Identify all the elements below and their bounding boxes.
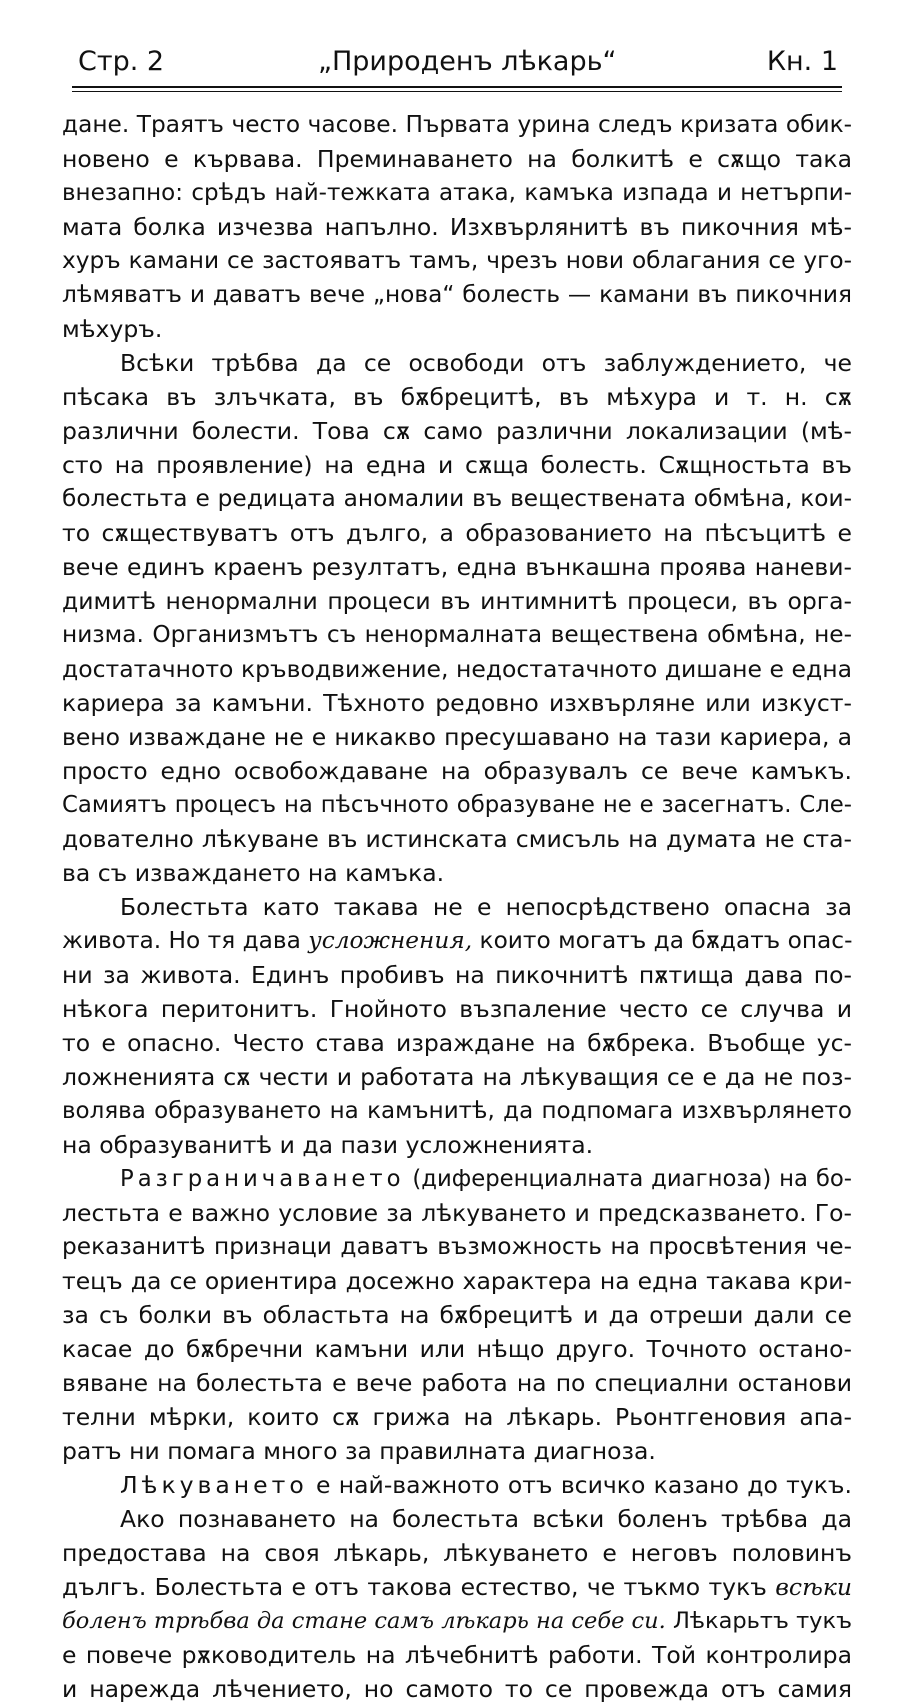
line-text: болестьта е редицата аномалии въ веществената обмѣна, кои- (62, 485, 852, 512)
line-text: кариера за камъни. Тѣхното редовно изхвърляне или изкуст- (62, 689, 852, 717)
text-line (62, 1604, 852, 1638)
line-text: за съ болки въ областьта на бѫбрецитѣ и да отреши дали се (62, 1301, 852, 1329)
text-line (62, 380, 852, 414)
line-text: различни болести. Това сѫ само различни локализации (мѣ- (62, 417, 852, 445)
line-text: новено е кървава. Преминаването на болкитѣ е сѫщо така (62, 145, 852, 173)
text-line (62, 1026, 852, 1060)
italic-emphasis: боленъ трѣбва да стане самъ лѣкарь на себе си. (62, 1608, 666, 1634)
text-line (62, 686, 852, 720)
text-line (62, 414, 852, 448)
line-text: мата болка изчезва напълно. Изхвърлянитѣ въ пикочния мѣ- (62, 213, 852, 241)
line-text: достатачното кръводвижение, недостатачното дишане е една (62, 655, 852, 683)
line-text: които могатъ да бѫдатъ опас- (472, 927, 853, 954)
text-line (62, 856, 852, 890)
text-line (62, 618, 852, 652)
text-line (62, 1332, 852, 1366)
text-line (62, 584, 852, 618)
line-text: пѣсака въ злъчката, въ бѫбрецитѣ, въ мѣхура и т. н. сѫ (62, 383, 852, 411)
spaced-heading: Лѣкуването (120, 1471, 308, 1499)
italic-emphasis: всѣки (775, 1573, 852, 1601)
line-text: дователно лѣкуване въ истинската смисъль на думата не ста- (62, 825, 852, 853)
text-line (62, 448, 852, 482)
text-line (62, 244, 852, 278)
line-text: Самиятъ процесъ на пѣсъчното образуване не е засегнатъ. Сле- (62, 792, 852, 818)
page-number: Стр. 2 (78, 46, 165, 77)
line-text: ва съ изваждането на камъка. (62, 859, 445, 887)
line-text: низма. Организмътъ съ ненормалната веществена обмѣна, не- (62, 621, 852, 648)
text-line (62, 992, 852, 1026)
text-line (62, 1196, 852, 1230)
text-line (62, 1264, 852, 1298)
text-line (62, 958, 852, 992)
line-text: вяване на болестьта е вече работа на по специални останови (62, 1369, 852, 1397)
text-line (62, 346, 852, 380)
text-line (62, 1230, 852, 1264)
text-line (62, 1094, 852, 1128)
text-line (62, 822, 852, 856)
line-text: дане. Траятъ често часове. Първата урина следъ кризата обик- (62, 111, 852, 138)
line-text: то е опасно. Често става израждане на бѫбрека. Въобще ус- (62, 1029, 852, 1057)
line-text: касае до бѫбречни камъни или нѣщо друго. Точното остано- (62, 1335, 852, 1363)
line-text: дългъ. Болестьта е отъ такова естество, че тъкмо тукъ (62, 1573, 776, 1601)
line-text: то сѫществуватъ отъ дълго, а образованието на пѣсъцитѣ е (62, 519, 852, 547)
line-text: телни мѣрки, които сѫ грижа на лѣкарь. Рьонтгеновия апа- (62, 1403, 852, 1431)
line-text: Ако познаването на болестьта всѣки боленъ трѣбва да (120, 1505, 852, 1533)
line-text: Болестьта като такава не е непосрѣдствено опасна за (120, 893, 852, 921)
text-line (62, 1162, 852, 1196)
line-text: живота. Но тя дава (62, 927, 309, 954)
text-line (62, 924, 852, 958)
spaced-heading: Разграничаването (120, 1166, 405, 1192)
line-text: (диференциалната диагноза) на бо- (404, 1166, 852, 1192)
line-text: е повече рѫководитель на лѣчебнитѣ работи. Той контролира (62, 1641, 852, 1669)
page-header (72, 44, 842, 84)
text-line (62, 1638, 852, 1672)
header-rule-thin (72, 91, 842, 92)
line-text: вече единъ краенъ резултатъ, една вънкашна проява наневи- (62, 553, 852, 581)
text-line (62, 754, 852, 788)
body-text (62, 108, 852, 1706)
text-line (62, 1570, 852, 1604)
text-line (62, 210, 852, 244)
line-text: нѣкога перитонитъ. Гнойното възпаление често се случва и (62, 995, 852, 1023)
line-text: ложненията сѫ чести и работата на лѣкуващия се е да не поз- (62, 1063, 852, 1091)
text-line (62, 176, 852, 210)
text-line (62, 1060, 852, 1094)
line-text: предостава на своя лѣкарь, лѣкуването е неговъ половинъ (62, 1539, 852, 1567)
line-text: лѣмяватъ и даватъ вече „нова“ болесть — камани въ пикочния (62, 281, 852, 308)
line-text: Лѣкарьтъ тукъ (665, 1608, 852, 1634)
text-line (62, 1400, 852, 1434)
text-line (62, 1434, 852, 1468)
line-text: хуръ камани се застояватъ тамъ, чрезъ нови облагания се уго- (62, 247, 852, 274)
line-text: просто едно освобождаване на образувалъ се вече камъкъ. (62, 757, 852, 785)
text-line (62, 1468, 852, 1502)
text-line (62, 788, 852, 822)
text-line (62, 108, 852, 142)
line-text: мѣхуръ. (62, 315, 163, 343)
line-text: е най-важното отъ всичко казано до тукъ. (307, 1471, 852, 1499)
text-line (62, 142, 852, 176)
text-line (62, 1536, 852, 1570)
line-text: волява образуването на камънитѣ, да подпомага изхвърлянето (62, 1098, 852, 1124)
line-text: Всѣки трѣбва да се освободи отъ заблуждението, че (120, 349, 852, 377)
text-line (62, 890, 852, 924)
text-line (62, 652, 852, 686)
text-line (62, 1366, 852, 1400)
text-line (62, 482, 852, 516)
italic-emphasis: усложнения, (308, 927, 473, 954)
line-text: реказанитѣ признаци даватъ възможность на просвѣтения че- (62, 1233, 852, 1260)
text-line (62, 278, 852, 312)
line-text: вено изваждане не е никакво пресушавано на тази кариера, а (62, 723, 852, 751)
header-rule (72, 86, 842, 88)
text-line (62, 312, 852, 346)
text-line (62, 1298, 852, 1332)
text-line (62, 1672, 852, 1706)
line-text: тецъ да се ориентира досежно характера на една такава кри- (62, 1267, 852, 1295)
text-line (62, 550, 852, 584)
line-text: сто на проявление) на една и сѫща болесть. Сѫщностьта въ (62, 451, 852, 479)
text-line (62, 1128, 852, 1162)
text-line (62, 720, 852, 754)
line-text: внезапно: срѣдъ най-тежката атака, камъка изпада и нетърпи- (62, 180, 852, 206)
line-text: на образуванитѣ и да пази усложненията. (62, 1131, 594, 1159)
line-text: димитѣ ненормални процеси въ интимнитѣ процеси, въ орга- (62, 587, 852, 615)
line-text: ратъ ни помага много за правилната диагноза. (62, 1437, 656, 1465)
line-text: лестьта е важно условие за лѣкуването и предсказването. Го- (62, 1199, 852, 1227)
line-text: и нарежда лѣчението, но самото то се провежда отъ самия (62, 1675, 852, 1703)
book-number: Кн. 1 (766, 46, 838, 77)
text-line (62, 516, 852, 550)
line-text: ни за живота. Единъ пробивъ на пикочнитѣ пѫтища дава по- (62, 961, 852, 989)
journal-title: „Природенъ лѣкарь“ (318, 46, 617, 77)
text-line (62, 1502, 852, 1536)
